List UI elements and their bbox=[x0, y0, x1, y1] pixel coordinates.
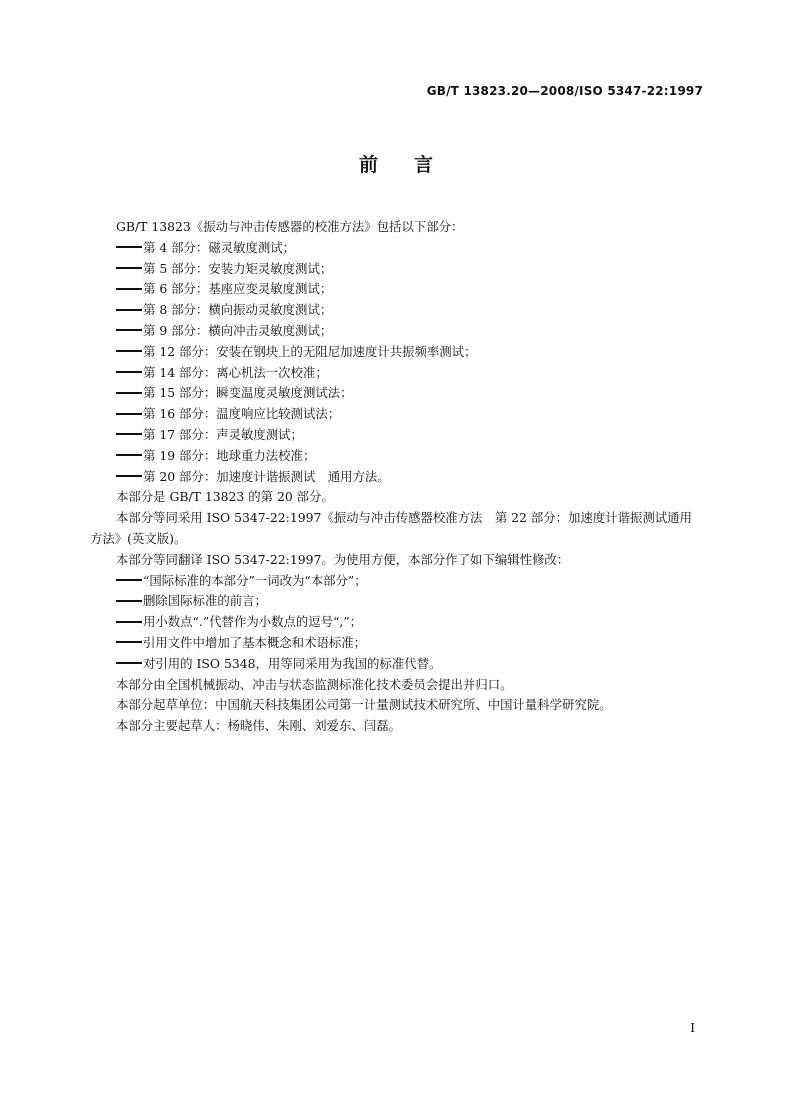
em-dash-mark bbox=[116, 350, 142, 352]
proposed-statement: 本部分由全国机械振动、冲击与状态监测标准化技术委员会提出并归口。 bbox=[116, 676, 513, 692]
list-item-text: 第 4 部分：磁灵敏度测试； bbox=[143, 239, 296, 255]
list-item-text: 第 6 部分：基座应变灵敏度测试； bbox=[143, 281, 333, 297]
em-dash-mark bbox=[116, 662, 142, 664]
list-item bbox=[90, 467, 704, 488]
list-item-text: 第 5 部分：安装力矩灵敏度测试； bbox=[143, 260, 333, 276]
list-item bbox=[90, 383, 704, 404]
list-item-text: 删除国际标准的前言； bbox=[143, 593, 267, 609]
em-dash-mark bbox=[116, 433, 142, 435]
list-item bbox=[90, 279, 704, 300]
page-number: I bbox=[690, 1021, 695, 1035]
list-item-text: 对引用的 ISO 5348，用等同采用为我国的标准代替。 bbox=[143, 655, 442, 671]
part-statement: 本部分是 GB/T 13823 的第 20 部分。 bbox=[116, 489, 334, 505]
intro-paragraph: GB/T 13823《振动与冲击传感器的校准方法》包括以下部分： bbox=[116, 219, 464, 234]
list-item bbox=[90, 571, 704, 592]
em-dash-mark bbox=[116, 641, 142, 643]
list-item bbox=[90, 363, 704, 384]
list-item bbox=[90, 321, 704, 342]
em-dash-mark bbox=[116, 309, 142, 311]
list-item bbox=[90, 591, 704, 612]
em-dash-mark bbox=[116, 288, 142, 290]
drafters-statement: 本部分主要起草人：杨晓伟、朱刚、刘爱东、闫磊。 bbox=[116, 718, 401, 734]
em-dash-mark bbox=[116, 392, 142, 394]
page-title: 前言 bbox=[358, 154, 469, 176]
list-item-text: 第 14 部分：离心机法一次校准； bbox=[143, 364, 328, 380]
list-item-text: 第 9 部分：横向冲击灵敏度测试； bbox=[143, 322, 333, 338]
em-dash-mark bbox=[116, 267, 142, 269]
em-dash-mark bbox=[116, 413, 142, 415]
list-item-text: 第 15 部分：瞬变温度灵敏度测试法； bbox=[143, 385, 353, 401]
list-item bbox=[90, 633, 704, 654]
em-dash-mark bbox=[116, 600, 142, 602]
list-item-text: “国际标准的本部分”一词改为“本部分”； bbox=[143, 572, 367, 588]
list-item-text: 第 16 部分：温度响应比较测试法； bbox=[143, 406, 341, 422]
em-dash-mark bbox=[116, 454, 142, 456]
em-dash-mark bbox=[116, 579, 142, 581]
list-item-text: 第 20 部分：加速度计谐振测试 通用方法。 bbox=[143, 468, 390, 484]
parts-list bbox=[90, 238, 704, 488]
list-item bbox=[90, 300, 704, 321]
list-item-text: 第 17 部分：声灵敏度测试； bbox=[143, 426, 303, 442]
list-item-text: 引用文件中增加了基本概念和术语标准； bbox=[143, 634, 367, 650]
list-item bbox=[90, 259, 704, 280]
list-item bbox=[90, 342, 704, 363]
em-dash-mark bbox=[116, 475, 142, 477]
modifications-list bbox=[90, 571, 704, 675]
em-dash-mark bbox=[116, 621, 142, 623]
list-item bbox=[90, 425, 704, 446]
em-dash-mark bbox=[116, 329, 142, 331]
list-item-text: 第 8 部分：横向振动灵敏度测试； bbox=[143, 302, 333, 318]
list-item bbox=[90, 654, 704, 675]
list-item-text: 用小数点“.”代替作为小数点的逗号“,”； bbox=[143, 614, 363, 630]
list-item bbox=[90, 404, 704, 425]
translation-statement: 本部分等同翻译 ISO 5347-22:1997。为使用方便，本部分作了如下编辑性修改： bbox=[116, 551, 570, 567]
adoption-statement: 本部分等同采用 ISO 5347-22:1997《振动与冲击传感器校准方法 第 22 部分：加速度计谐振测试通用方法》(英文版)。 bbox=[90, 510, 692, 546]
standard-code-header: GB/T 13823.20—2008/ISO 5347-22:1997 bbox=[426, 84, 703, 98]
foreword-body bbox=[90, 217, 704, 737]
list-item-text: 第 12 部分：安装在钢块上的无阻尼加速度计共振频率测试； bbox=[143, 343, 477, 359]
em-dash-mark bbox=[116, 246, 142, 248]
list-item bbox=[90, 238, 704, 259]
drafting-units-statement: 本部分起草单位：中国航天科技集团公司第一计量测试技术研究所、中国计量科学研究院。 bbox=[116, 697, 612, 713]
list-item-text: 第 19 部分：地球重力法校准； bbox=[143, 447, 316, 463]
list-item bbox=[90, 612, 704, 633]
em-dash-mark bbox=[116, 371, 142, 373]
list-item bbox=[90, 446, 704, 467]
